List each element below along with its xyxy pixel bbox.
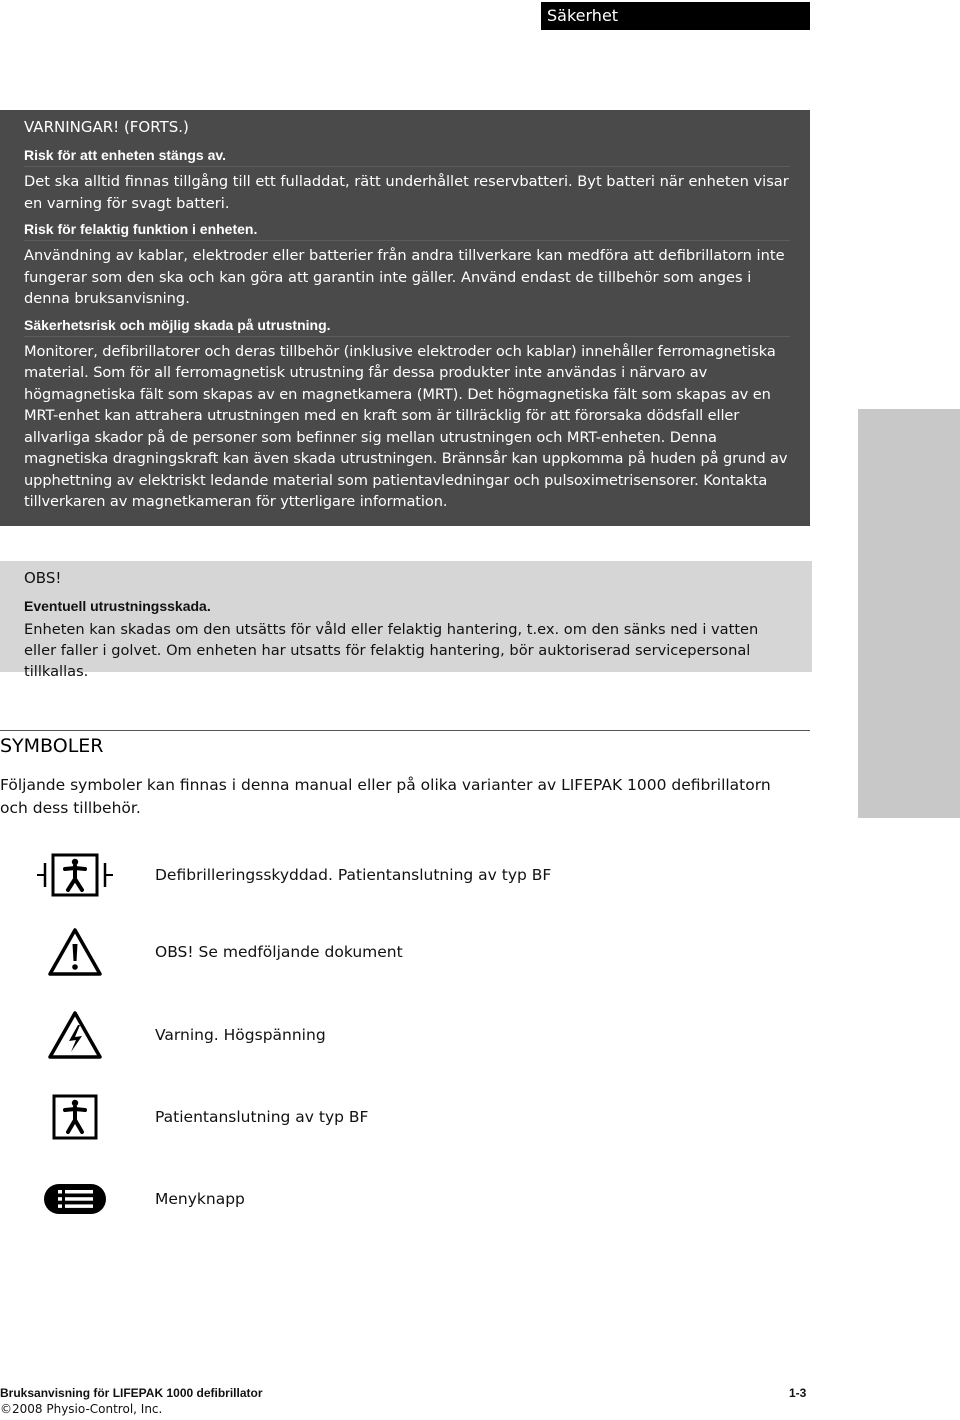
caution-heading: Eventuell utrustningsskada. (24, 598, 211, 614)
high-voltage-icon (30, 1000, 120, 1070)
symbol-label: Defibrilleringsskyddad. Patientanslutning av typ BF (155, 866, 552, 884)
symbol-row (0, 840, 810, 910)
footer-manual-title: Bruksanvisning för LIFEPAK 1000 defibrillator (0, 1386, 263, 1400)
section-divider (0, 730, 810, 731)
section-tab: Säkerhet (541, 2, 810, 30)
symbols-intro: Följande symboler kan finnas i denna manual eller på olika varianter av LIFEPAK 1000 defibrillatorn och dess tillbehör. (0, 776, 771, 817)
symbol-row (0, 917, 810, 987)
symbol-label: Menyknapp (155, 1190, 245, 1208)
type-bf-icon (30, 1082, 120, 1152)
side-thumb-tab (858, 409, 960, 818)
warning-heading-mri: Säkerhetsrisk och möjlig skada på utrustning. (24, 316, 790, 337)
caution-box (0, 561, 812, 680)
symbol-row (0, 1082, 810, 1152)
defibrillation-proof-bf-icon (30, 840, 120, 910)
footer-copyright: ©2008 Physio-Control, Inc. (0, 1402, 163, 1416)
warning-title: VARNINGAR! (FORTS.) (24, 118, 189, 136)
warning-heading-shutdown: Risk för att enheten stängs av. (24, 146, 790, 167)
caution-title: OBS! (24, 569, 62, 587)
warning-text-mri: Monitorer, defibrillatorer och deras tillbehör (inklusive elektroder och kablar) innehåller ferromagnetiska material. Som för all ferromagnetisk utrustning får dessa produkter inte användas i närvaro av högmagnetiska fält som skapas av en magnetkamera (MRT). Det högmagnetiska fält som skapas av en MRT-enhet kan attrahera utrustningen med en kraft som är tillräcklig för att förorsaka dödsfall eller allvarliga skador på de personer som befinner sig mellan utrustningen och MRT-enheten. Denna magnetiska dragningskraft kan även skada utrustningen. Brännsår kan uppkomma på huden på grund av upphettning av elektriskt ledande material som patientavledningar och pulsoximetrisensorer. Kontakta tillverkaren av magnetkameran för ytterligare information. (24, 342, 788, 510)
page-number: 1-3 (789, 1386, 807, 1400)
warning-text-shutdown: Det ska alltid finnas tillgång till ett fulladdat, rätt underhållet reservbatteri. Byt batteri när enheten visar en varning för svagt batteri. (24, 173, 789, 212)
warning-text-malfunction: Användning av kablar, elektroder eller batterier från andra tillverkare kan medföra att defibrillatorn inte fungerar som den ska och kan göra att garantin inte gäller. Använd endast de tillbehör som anges i denna bruksanvisning. (24, 247, 785, 307)
symbol-row (0, 1164, 810, 1234)
caution-text: Enheten kan skadas om den utsätts för våld eller felaktig hantering, t.ex. om den sänks ned i vatten eller faller i golvet. Om enheten har utsatts för felaktig hantering, bör auktoriserad servicepersonal tillkallas. (24, 621, 759, 680)
symbol-label: Varning. Högspänning (155, 1026, 326, 1044)
symbol-row (0, 1000, 810, 1070)
symbol-label: OBS! Se medföljande dokument (155, 943, 403, 961)
warning-heading-malfunction: Risk för felaktig funktion i enheten. (24, 220, 790, 241)
menu-button-icon (30, 1164, 120, 1234)
caution-triangle-icon (30, 917, 120, 987)
footer (0, 1385, 263, 1417)
warning-box (0, 110, 810, 526)
symbol-label: Patientanslutning av typ BF (155, 1108, 369, 1126)
section-title: SYMBOLER (0, 735, 104, 757)
